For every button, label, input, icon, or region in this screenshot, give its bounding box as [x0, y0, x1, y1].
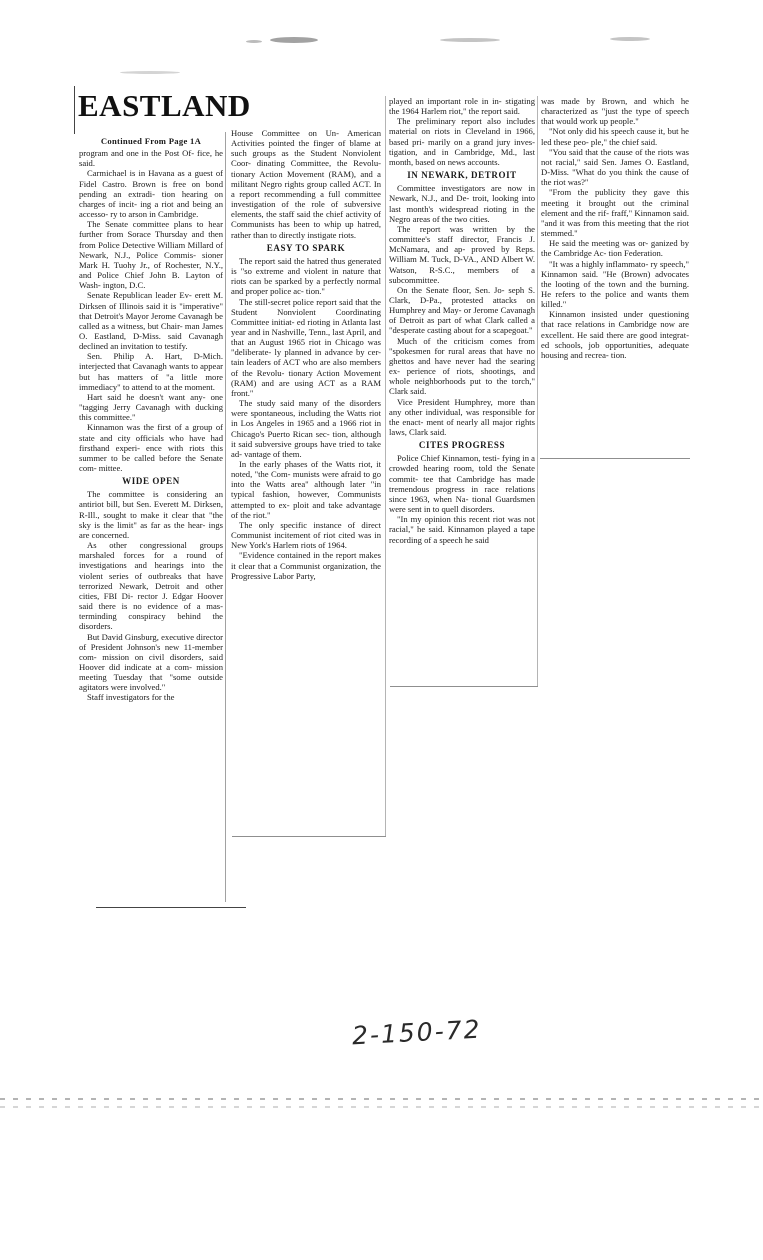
- article-column-2: [231, 128, 381, 581]
- scan-artifact-line: [0, 1106, 763, 1108]
- paragraph: House Committee on Un- American Activities pointed the finger of blame at such groups as the Student Nonviolent Coor- dinating Committee, the Revolu- tionary Action Movement (RAM), and a militant Negro rights group called ACT. In a report recommending a full committee investigation of the role of subversive elements, the staff said the chief activity of Communists has been to whip up hatred, rather than to directly instigate riots.: [231, 128, 381, 240]
- clipping-bottom-edge: [96, 907, 246, 908]
- headline: EASTLAND: [78, 88, 251, 123]
- paragraph: The still-secret police report said that the Student Nonviolent Coordinating Committee initiat- ed rioting in Atlanta last year and in Nashville, Tenn., last April, and that an August 1965 riot in Chicago was "deliberate- ly planned in advance by cer- tain leaders of ACT who are also members of the Revolu- tionary Action Movement (RAM) and are using ACT as a RAM front.": [231, 296, 381, 398]
- article-column-1: [79, 136, 223, 703]
- subhead: EASY TO SPARK: [266, 242, 346, 253]
- paragraph: Kinnamon insisted under questioning that race relations in Cambridge now are excellent. He said there are good integrat- ed schools, job opportunities, adequate housing and recrea- tion.: [541, 309, 689, 360]
- paragraph: The committee is considering an antiriot bill, but Sen. Everett M. Dirksen, R-Ill., sought to make it clear that "the sky is the limit" as far as the hear- ings are concerned.: [79, 489, 223, 540]
- subhead: IN NEWARK, DETROIT: [407, 170, 517, 181]
- scan-smudge: [610, 37, 650, 41]
- column-rule: [225, 132, 226, 902]
- scan-smudge: [270, 37, 318, 43]
- paragraph: The study said many of the disorders were spontaneous, including the Watts riot in Los Angeles in 1965 and a 1966 riot in Chicago's Puerto Rican sec- tion, although it said subversive groups have tried to take ad- vantage of them.: [231, 398, 381, 459]
- paragraph: "Not only did his speech cause it, but he led these peo- ple," the chief said.: [541, 126, 689, 147]
- paragraph: Carmichael is in Havana as a guest of Fidel Castro. Brown is free on bond pending an extradi- tion hearing on charges of incit- ing a riot and being an accesso- ry to arson in Cambridge.: [79, 168, 223, 220]
- paragraph: "From the publicity they gave this meeting it brought out the criminal element and the rif- fraff," Kinnamon said. "and it was from this meeting that the riot stemmed.": [541, 187, 689, 239]
- scan-artifact-line: [0, 1098, 763, 1100]
- clipping-bottom-edge: [540, 458, 690, 459]
- paragraph: "Evidence contained in the report makes it clear that a Communist organization, the Progressive Labor Party,: [231, 550, 381, 581]
- paragraph: The report was written by the committee's staff director, Francis J. McNamara, and ap- proved by Reps. William M. Tuck, D-VA., AND Albert W. Watson, R-S.C., members of a subcommittee.: [389, 223, 535, 285]
- paragraph: The only specific instance of direct Communist incitement of riot cited was in New York's Harlem riots of 1964.: [231, 519, 381, 551]
- paragraph: "In my opinion this recent riot was not racial," he said. Kinnamon played a tape recording of a speech he said: [389, 514, 535, 545]
- paragraph: Senate Republican leader Ev- erett M. Dirksen of Illinois said it is "imperative" that Detroit's Mayor Jerome Cavanagh be called as a witness, but Chair- man James O. Eastland, D-Miss. said Cavanagh declined an invitation to testify.: [79, 290, 223, 352]
- clipping-bottom-edge: [390, 686, 538, 687]
- paragraph: He said the meeting was or- ganized by the Cambridge Ac- tion Federation.: [541, 238, 689, 259]
- paragraph: Kinnamon was the first of a group of state and city officials who have had firsthand experi- ence with riots this summer to be called before the Senate com- mittee.: [79, 422, 223, 473]
- paragraph: Committee investigators are now in Newark, N.J., and De- troit, looking into last month's widespread rioting in the Negro areas of the two cities.: [389, 183, 535, 224]
- paragraph: But David Ginsburg, executive director of President Johnson's new 11-member com- mission on civil disorders, said Hoover did indicate at a com- mission meeting Tuesday that "some outside agitators were involved.": [79, 631, 223, 693]
- paragraph: As other congressional groups marshaled forces for a round of investigations and hearings into the violent series of outbreaks that have terrorized Newark, Detroit and other cities, FBI Di- rector J. Edgar Hoover said there is no evidence of a mas- terminding conspiracy behind the disorders.: [79, 540, 223, 632]
- paragraph: "It was a highly inflammato- ry speech," Kinnamon said. "He (Brown) advocates the looting of the town and the burning. He refers to the police and wants them killed.": [541, 258, 689, 310]
- paragraph: Sen. Philip A. Hart, D-Mich. interjected that Cavanagh wants to appear but has matters of "a little more immediacy" to attend to at the moment.: [79, 351, 223, 392]
- paragraph: Vice President Humphrey, more than any other individual, was responsible for the enact- ment of nearly all major rights laws, Clark said.: [389, 396, 535, 437]
- article-column-4: [541, 96, 689, 360]
- paragraph: On the Senate floor, Sen. Jo- seph S. Clark, D-Pa., protested attacks on Humphrey and May- or Jerome Cavanagh of Detroit as part of what Clark called a "desperate casting about for a scapegoat.": [389, 284, 535, 336]
- article-column-3: [389, 96, 535, 545]
- paragraph: Much of the criticism comes from "spokesmen for rural areas that have no ghettos and have never had the searing ex- perience of riots, shootings, and whole neighborhoods put to the torch," Clark said.: [389, 335, 535, 397]
- paragraph: In the early phases of the Watts riot, it noted, "the Com- munists were afraid to go into the Watts area" although later "in typical fashion, however, Communists attempted to ex- ploit and take advantage of the riot.": [231, 459, 381, 520]
- scan-smudge: [246, 40, 262, 43]
- paragraph: "You said that the cause of the riots was not racial," said Sen. James O. Eastland, D-Miss. "What do you think the cause of the riot was?": [541, 146, 689, 188]
- paragraph: was made by Brown, and which he characterized as "just the type of speech that would work up people.": [541, 96, 689, 127]
- paragraph: Staff investigators for the: [87, 692, 175, 703]
- scan-smudge: [440, 38, 500, 42]
- paragraph: The Senate committee plans to hear further from Sorace Thursday and then from Police Detective William Millard of Newark, N.J., Police Commis- sioner Mark H. Tuohy Jr., of Rochester, N.Y., and Police Chief John B. Layton of Wash- ington, D.C.: [79, 219, 223, 291]
- scan-smudge: [120, 71, 180, 74]
- paragraph: Police Chief Kinnamon, testi- fying in a crowded hearing room, told the Senate commit- tee that Cambridge has made tremendous progress in race relations since 1963, when Na- tional Guardsmen were sent in to quell disorders.: [389, 453, 535, 515]
- column-rule: [385, 96, 386, 836]
- paragraph: played an important role in in- stigating the 1964 Harlem riot," the report said.: [389, 96, 535, 117]
- clipping-left-edge: [74, 86, 75, 134]
- paragraph: program and one in the Post Of- fice, he said.: [79, 148, 223, 169]
- clipping-bottom-edge: [232, 836, 386, 837]
- continued-line: Continued From Page 1A: [100, 136, 202, 146]
- paragraph: The report said the hatred thus generated is "so extreme and violent in nature that riots can be sparked by a perfectly normal and proper police ac- tion.": [231, 255, 381, 297]
- paragraph: The preliminary report also includes material on riots in Cleveland in 1966, based pri- marily on a grand jury inves- tigation, and in Cambridge, Md., last month, based on news accounts.: [389, 116, 535, 167]
- column-rule: [537, 96, 538, 686]
- paragraph: Hart said he doesn't want any- one "tagging Jerry Cavanagh with ducking this committee.": [79, 391, 223, 423]
- subhead: WIDE OPEN: [122, 476, 180, 487]
- handwritten-file-number: 2-150-72: [351, 1014, 483, 1051]
- subhead: CITES PROGRESS: [418, 440, 506, 451]
